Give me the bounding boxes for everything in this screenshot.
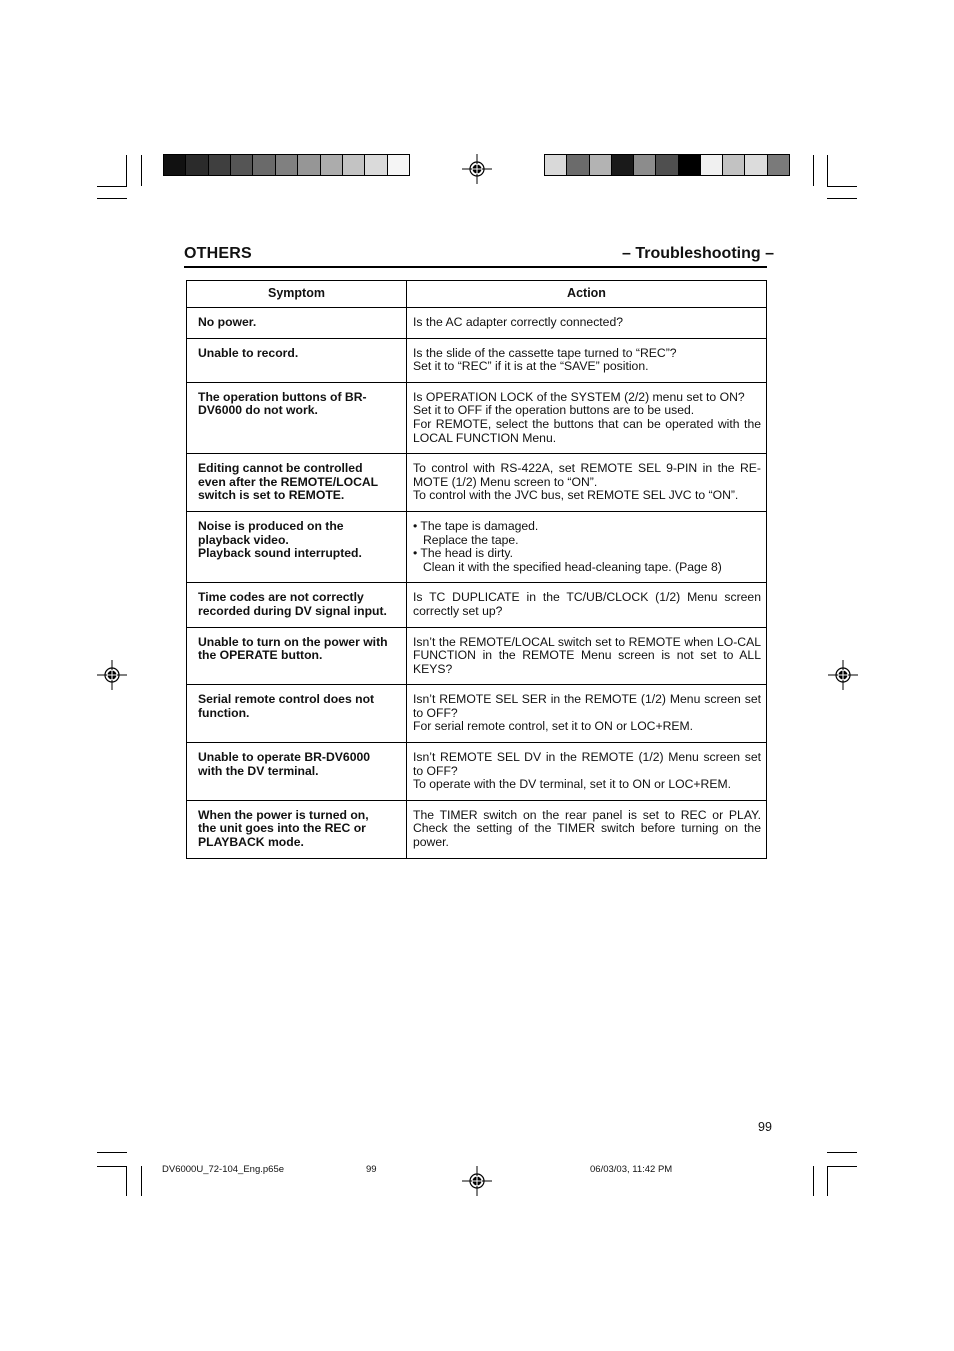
action-bullet-detail: Clean it with the specified head-cleaning tape. (Page 8) <box>423 559 722 574</box>
symptom-text: switch is set to REMOTE. <box>198 488 345 503</box>
action-bullet: • The tape is damaged. <box>413 518 539 533</box>
troubleshooting-table <box>186 280 767 859</box>
symptom-text: playback video. <box>198 532 289 547</box>
page-title: – Troubleshooting – <box>621 245 774 262</box>
symptom-text: the unit goes into the REC or <box>198 821 366 836</box>
color-swatch <box>656 155 678 175</box>
table-row <box>187 743 767 801</box>
symptom-text: No power. <box>198 315 257 329</box>
color-swatch <box>298 155 320 175</box>
color-bar-right <box>544 154 790 176</box>
action-text: To control with the JVC bus, set REMOTE SEL JVC to “ON”. <box>413 488 739 503</box>
symptom-text: The operation buttons of BR- <box>198 389 367 404</box>
action-cell <box>407 308 767 339</box>
action-text: Set it to “REC” if it is at the “SAVE” position. <box>413 359 649 374</box>
color-swatch <box>612 155 634 175</box>
section-title: OTHERS <box>184 245 252 262</box>
action-text: Is the slide of the cassette tape turned to “REC”? <box>413 345 677 360</box>
action-text: The TIMER switch on the rear panel is set to REC or PLAY. Check the setting of the TIMER switch before turning on the power. <box>413 807 761 850</box>
color-swatch <box>365 155 387 175</box>
action-text: Isn’t REMOTE SEL DV in the REMOTE (1/2) Menu screen set to OFF? <box>413 750 761 778</box>
color-swatch <box>745 155 767 175</box>
color-swatch <box>164 155 186 175</box>
symptom-text: When the power is turned on, <box>198 807 369 822</box>
color-swatch <box>343 155 365 175</box>
crop-mark <box>827 186 857 187</box>
symptom-text: Unable to turn on the power with <box>198 634 388 649</box>
symptom-cell <box>187 338 407 382</box>
color-swatch <box>321 155 343 175</box>
column-header-symptom: Symptom <box>187 281 407 308</box>
crop-mark <box>126 155 127 186</box>
crop-mark <box>97 1152 127 1153</box>
symptom-text: PLAYBACK mode. <box>198 835 304 850</box>
symptom-text: Editing cannot be controlled <box>198 461 363 476</box>
color-bar-left <box>163 154 410 176</box>
footer-page: 99 <box>366 1164 377 1175</box>
action-text: To control with RS-422A, set REMOTE SEL 9-PIN in the RE-MOTE (1/2) Menu screen to “ON”. <box>413 461 761 489</box>
action-text: Is OPERATION LOCK of the SYSTEM (2/2) menu set to ON? <box>413 389 745 404</box>
footer-datetime: 06/03/03, 11:42 PM <box>590 1164 673 1175</box>
crop-mark <box>813 1166 814 1196</box>
action-cell <box>407 627 767 685</box>
symptom-cell <box>187 627 407 685</box>
footer-filename: DV6000U_72-104_Eng.p65e <box>162 1164 285 1175</box>
symptom-cell <box>187 800 407 858</box>
action-cell <box>407 338 767 382</box>
symptom-text: with the DV terminal. <box>198 763 319 778</box>
color-swatch <box>276 155 298 175</box>
action-cell <box>407 511 767 582</box>
action-text: Set it to OFF if the operation buttons are to be used. <box>413 403 695 418</box>
crop-mark <box>827 155 828 186</box>
action-text: For REMOTE, select the buttons that can be operated with the LOCAL FUNCTION Menu. <box>413 416 761 445</box>
header-rule <box>184 266 767 268</box>
registration-mark-icon <box>97 660 127 690</box>
crop-mark <box>97 186 127 187</box>
action-text: For serial remote control, set it to ON or LOC+REM. <box>413 719 694 734</box>
crop-mark <box>97 198 127 199</box>
action-text: Is the AC adapter correctly connected? <box>413 315 624 329</box>
table-row <box>187 511 767 582</box>
symptom-cell <box>187 743 407 801</box>
symptom-text: recorded during DV signal input. <box>198 603 387 618</box>
crop-mark <box>141 155 142 186</box>
action-cell <box>407 743 767 801</box>
symptom-cell <box>187 308 407 339</box>
color-swatch <box>590 155 612 175</box>
action-cell <box>407 685 767 743</box>
crop-mark <box>827 1152 857 1153</box>
table-row <box>187 308 767 339</box>
action-cell <box>407 382 767 453</box>
table-row <box>187 338 767 382</box>
crop-mark <box>827 1166 857 1167</box>
table-row <box>187 685 767 743</box>
table-row <box>187 627 767 685</box>
symptom-cell <box>187 685 407 743</box>
symptom-text: DV6000 do not work. <box>198 403 318 418</box>
color-swatch <box>545 155 567 175</box>
crop-mark <box>827 1166 828 1196</box>
registration-mark-icon <box>462 154 492 184</box>
symptom-text: Playback sound interrupted. <box>198 546 362 561</box>
table-row <box>187 454 767 512</box>
symptom-text: Unable to operate BR-DV6000 <box>198 750 371 765</box>
table-body <box>187 308 767 859</box>
color-swatch <box>701 155 723 175</box>
color-swatch <box>186 155 208 175</box>
page-number: 99 <box>758 1120 772 1134</box>
action-cell <box>407 454 767 512</box>
symptom-cell <box>187 511 407 582</box>
color-swatch <box>567 155 589 175</box>
color-swatch <box>388 155 409 175</box>
table-row <box>187 583 767 627</box>
registration-mark-icon <box>828 660 858 690</box>
action-bullet-detail: Replace the tape. <box>423 532 519 547</box>
symptom-text: Unable to record. <box>198 345 299 360</box>
action-text: Isn’t the REMOTE/LOCAL switch set to REMOTE when LO-CAL FUNCTION in the REMOTE Menu screen is not set to ALL KEYS? <box>413 634 761 676</box>
crop-mark <box>97 1166 127 1167</box>
action-cell <box>407 583 767 627</box>
color-swatch <box>723 155 745 175</box>
crop-mark <box>827 198 857 199</box>
table-row <box>187 382 767 453</box>
crop-mark <box>141 1166 142 1196</box>
symptom-cell <box>187 583 407 627</box>
color-swatch <box>768 155 789 175</box>
table-row <box>187 800 767 858</box>
crop-mark <box>126 1166 127 1196</box>
action-bullet: • The head is dirty. <box>413 546 514 561</box>
symptom-text: Time codes are not correctly <box>198 590 364 605</box>
color-swatch <box>679 155 701 175</box>
symptom-text: function. <box>198 705 250 720</box>
action-text: Isn’t REMOTE SEL SER in the REMOTE (1/2) Menu screen set to OFF? <box>413 692 761 720</box>
symptom-text: Noise is produced on the <box>198 518 344 533</box>
registration-mark-icon <box>462 1166 492 1196</box>
symptom-cell <box>187 454 407 512</box>
action-cell <box>407 800 767 858</box>
symptom-text: even after the REMOTE/LOCAL <box>198 474 379 489</box>
color-swatch <box>253 155 275 175</box>
symptom-text: Serial remote control does not <box>198 692 375 707</box>
color-swatch <box>231 155 253 175</box>
color-swatch <box>634 155 656 175</box>
column-header-action: Action <box>407 281 767 308</box>
symptom-cell <box>187 382 407 453</box>
table-header-row <box>187 281 767 308</box>
crop-mark <box>813 155 814 186</box>
symptom-text: the OPERATE button. <box>198 648 323 663</box>
color-swatch <box>209 155 231 175</box>
action-text: Is TC DUPLICATE in the TC/UB/CLOCK (1/2) Menu screen correctly set up? <box>413 590 761 618</box>
action-text: To operate with the DV terminal, set it to ON or LOC+REM. <box>413 777 732 792</box>
